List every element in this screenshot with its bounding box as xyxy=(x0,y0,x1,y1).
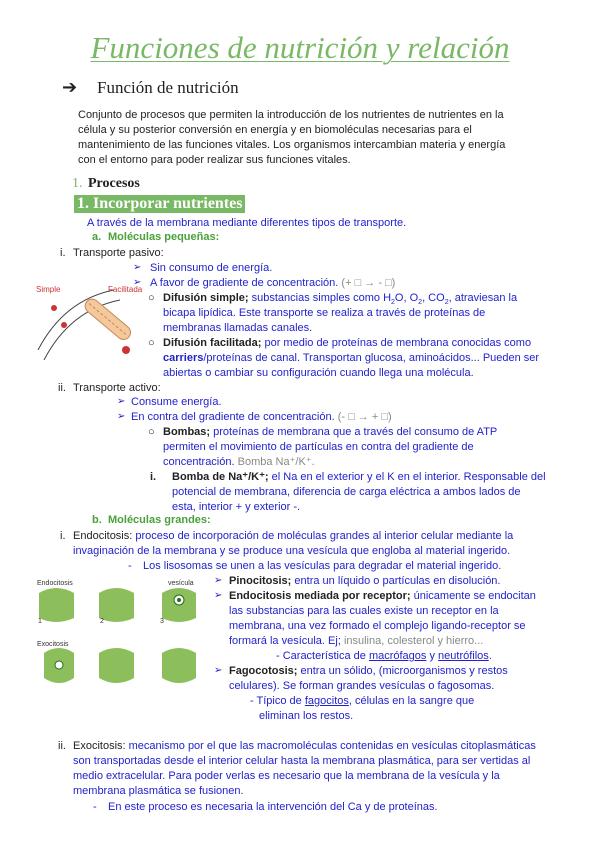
bullet-arrow-icon: ➢ xyxy=(214,590,223,601)
bullet-arrow-icon: ➢ xyxy=(133,277,142,288)
activo-heading: Transporte activo: xyxy=(73,382,161,394)
bullet-arrow-icon: ➢ xyxy=(117,396,126,407)
fago-line-4: eliminan los restos. xyxy=(259,710,354,722)
nak-marker: i. xyxy=(150,471,157,483)
simple-line-2: bicapa lipídica. Este transporte se realiza a través de proteínas de xyxy=(163,307,486,319)
bombas-line-1: Bombas; proteínas de membrana que a través del consumo de ATP xyxy=(163,426,498,438)
grandes-marker: b. xyxy=(92,514,102,526)
simple-line-1: Difusión simple; substancias simples como $H_2O$, $O_2$, $CO_2$, atraviesan la xyxy=(163,292,518,307)
bombas-line-2: permiten el movimiento de partículas en contra del gradiente de xyxy=(163,441,474,453)
exo-line-2: son transportadas desde el interior celular hasta la membrana plasmática, para ser vertidas al xyxy=(73,755,531,767)
endo-line-1: Endocitosis: proceso de incorporación de moléculas grandes al interior celular mediante la xyxy=(73,530,514,542)
pino-line: Pinocitosis; entra un líquido o partículas en disolución. xyxy=(229,575,501,587)
incorporar-heading: 1. Incorporar nutrientes xyxy=(74,195,245,213)
pasivo-heading: Transporte pasivo: xyxy=(73,247,164,259)
endo-line-3: Los lisosomas se unen a las vesículas para degradar el material ingerido. xyxy=(143,560,502,572)
rec-line-2: las substancias para las cuales existe un receptor en la xyxy=(229,605,499,617)
rec-line-3: membrana, una vez formado el complejo ligando-receptor se xyxy=(229,620,526,632)
circle-bullet-icon: ○ xyxy=(148,426,155,438)
exo-img-label: Exocitosis xyxy=(37,641,69,648)
exo-line-3: medio extracelular. Para poder verlas es necesario que la membrana de la vesícula y la xyxy=(73,770,500,782)
activo-marker: ii. xyxy=(58,382,66,394)
exo-line-4: membrana plasmática se fusionen. xyxy=(73,785,244,797)
circle-bullet-icon: ○ xyxy=(148,337,155,349)
section-heading: Función de nutrición xyxy=(97,78,239,97)
endo-dash: - xyxy=(128,560,132,572)
grandes-heading: Moléculas grandes: xyxy=(108,514,211,526)
procesos-number: 1. xyxy=(72,176,83,191)
exo-line-5: En este proceso es necesaria la intervención del Ca y de proteínas. xyxy=(108,801,438,813)
facil-line-1: Difusión facilitada; por medio de proteínas de membrana conocidas como xyxy=(163,337,532,349)
nak-line-2: potencial de membrana, diferencia de carga eléctrica a ambos lados de xyxy=(172,486,521,498)
step-3: 3 xyxy=(160,618,164,625)
arrow-icon: ➔ xyxy=(62,77,78,98)
intro-line-2: célula y su posterior conversión en energía y en biomoléculas necesarias para el xyxy=(78,124,472,136)
fago-line-3: - Típico de fagocitos, células en la sangre que xyxy=(250,695,475,707)
endo-img-label: Endocitosis xyxy=(37,580,73,587)
procesos-heading: Procesos xyxy=(88,176,140,191)
activo-bullet-2: En contra del gradiente de concentración. (- □ → + □) xyxy=(131,411,392,423)
bullet-arrow-icon: ➢ xyxy=(214,665,223,676)
endo-line-2: invaginación de la membrana y se produce una vesícula que engloba al material ingerido. xyxy=(73,545,511,557)
simple-line-3: membranas llamadas canales. xyxy=(163,322,313,334)
bullet-arrow-icon: ➢ xyxy=(117,411,126,422)
endo-marker: i. xyxy=(60,530,66,542)
intro-line-4: con el entorno para poder realizar sus funciones vitales. xyxy=(78,154,351,166)
circle-bullet-icon: ○ xyxy=(148,292,155,304)
activo-bullet-1: Consume energía. xyxy=(131,396,222,408)
endocytosis-diagram xyxy=(34,578,204,698)
intro-line-3: mantenimiento de las funciones vitales. Los organismos intercambian materia y energía xyxy=(78,139,506,151)
fago-line-1: Fagocotosis; entra un sólido, (microorganismos y restos xyxy=(229,665,508,677)
incorporar-line: A través de la membrana mediante diferentes tipos de transporte. xyxy=(87,217,407,229)
pasivo-bullet-1: Sin consumo de energía. xyxy=(150,262,273,274)
nak-line-3: esta, interior + y exterior -. xyxy=(172,501,301,513)
exo-marker: ii. xyxy=(58,740,66,752)
bullet-arrow-icon: ➢ xyxy=(133,262,142,273)
vesicula-img-label: vesícula xyxy=(168,580,194,587)
intro-line-1: Conjunto de procesos que permiten la introducción de los nutrientes de nutrientes en la xyxy=(78,109,504,121)
bombas-line-3: concentración. Bomba Na⁺/K⁺. xyxy=(163,456,315,468)
page-title: Funciones de nutrición y relación xyxy=(90,30,510,65)
pasivo-bullet-2: A favor de gradiente de concentración. (+ □ → - □) xyxy=(150,277,396,289)
pequenas-marker: a. xyxy=(92,231,102,243)
exo-line-1: Exocitosis: mecanismo por el que las macromoléculas contenidas en vesículas citoplasmáticas xyxy=(73,740,536,752)
bullet-arrow-icon: ➢ xyxy=(214,575,223,586)
step-1: 1 xyxy=(38,618,42,625)
pequenas-heading: Moléculas pequeñas: xyxy=(108,231,220,243)
nak-line-1: Bomba de Na⁺/K⁺; el Na en el exterior y el K en el interior. Responsable del xyxy=(172,471,546,483)
fago-line-2: celulares). Se forman grandes vesículas o fagosomas. xyxy=(229,680,495,692)
rec-line-5: - Característica de macrófagos y neutrófilos. xyxy=(276,650,492,662)
rec-line-4: formará la vesícula. Ej; insulina, colesterol y hierro... xyxy=(229,635,484,647)
facil-line-2: carriers/proteínas de canal. Transportan glucosa, aminoácidos... Pueden ser xyxy=(163,352,540,364)
pasivo-marker: i. xyxy=(60,247,66,259)
facil-line-3: abiertas o cambiar su configuración cuando llega una molécula. xyxy=(163,367,474,379)
exo-dash: - xyxy=(93,801,97,813)
rec-line-1: Endocitosis mediada por receptor; únicamente se endocitan xyxy=(229,590,536,602)
facilitada-label: Facilitada xyxy=(108,285,143,294)
step-2: 2 xyxy=(100,618,104,625)
simple-label: Simple xyxy=(36,285,61,294)
